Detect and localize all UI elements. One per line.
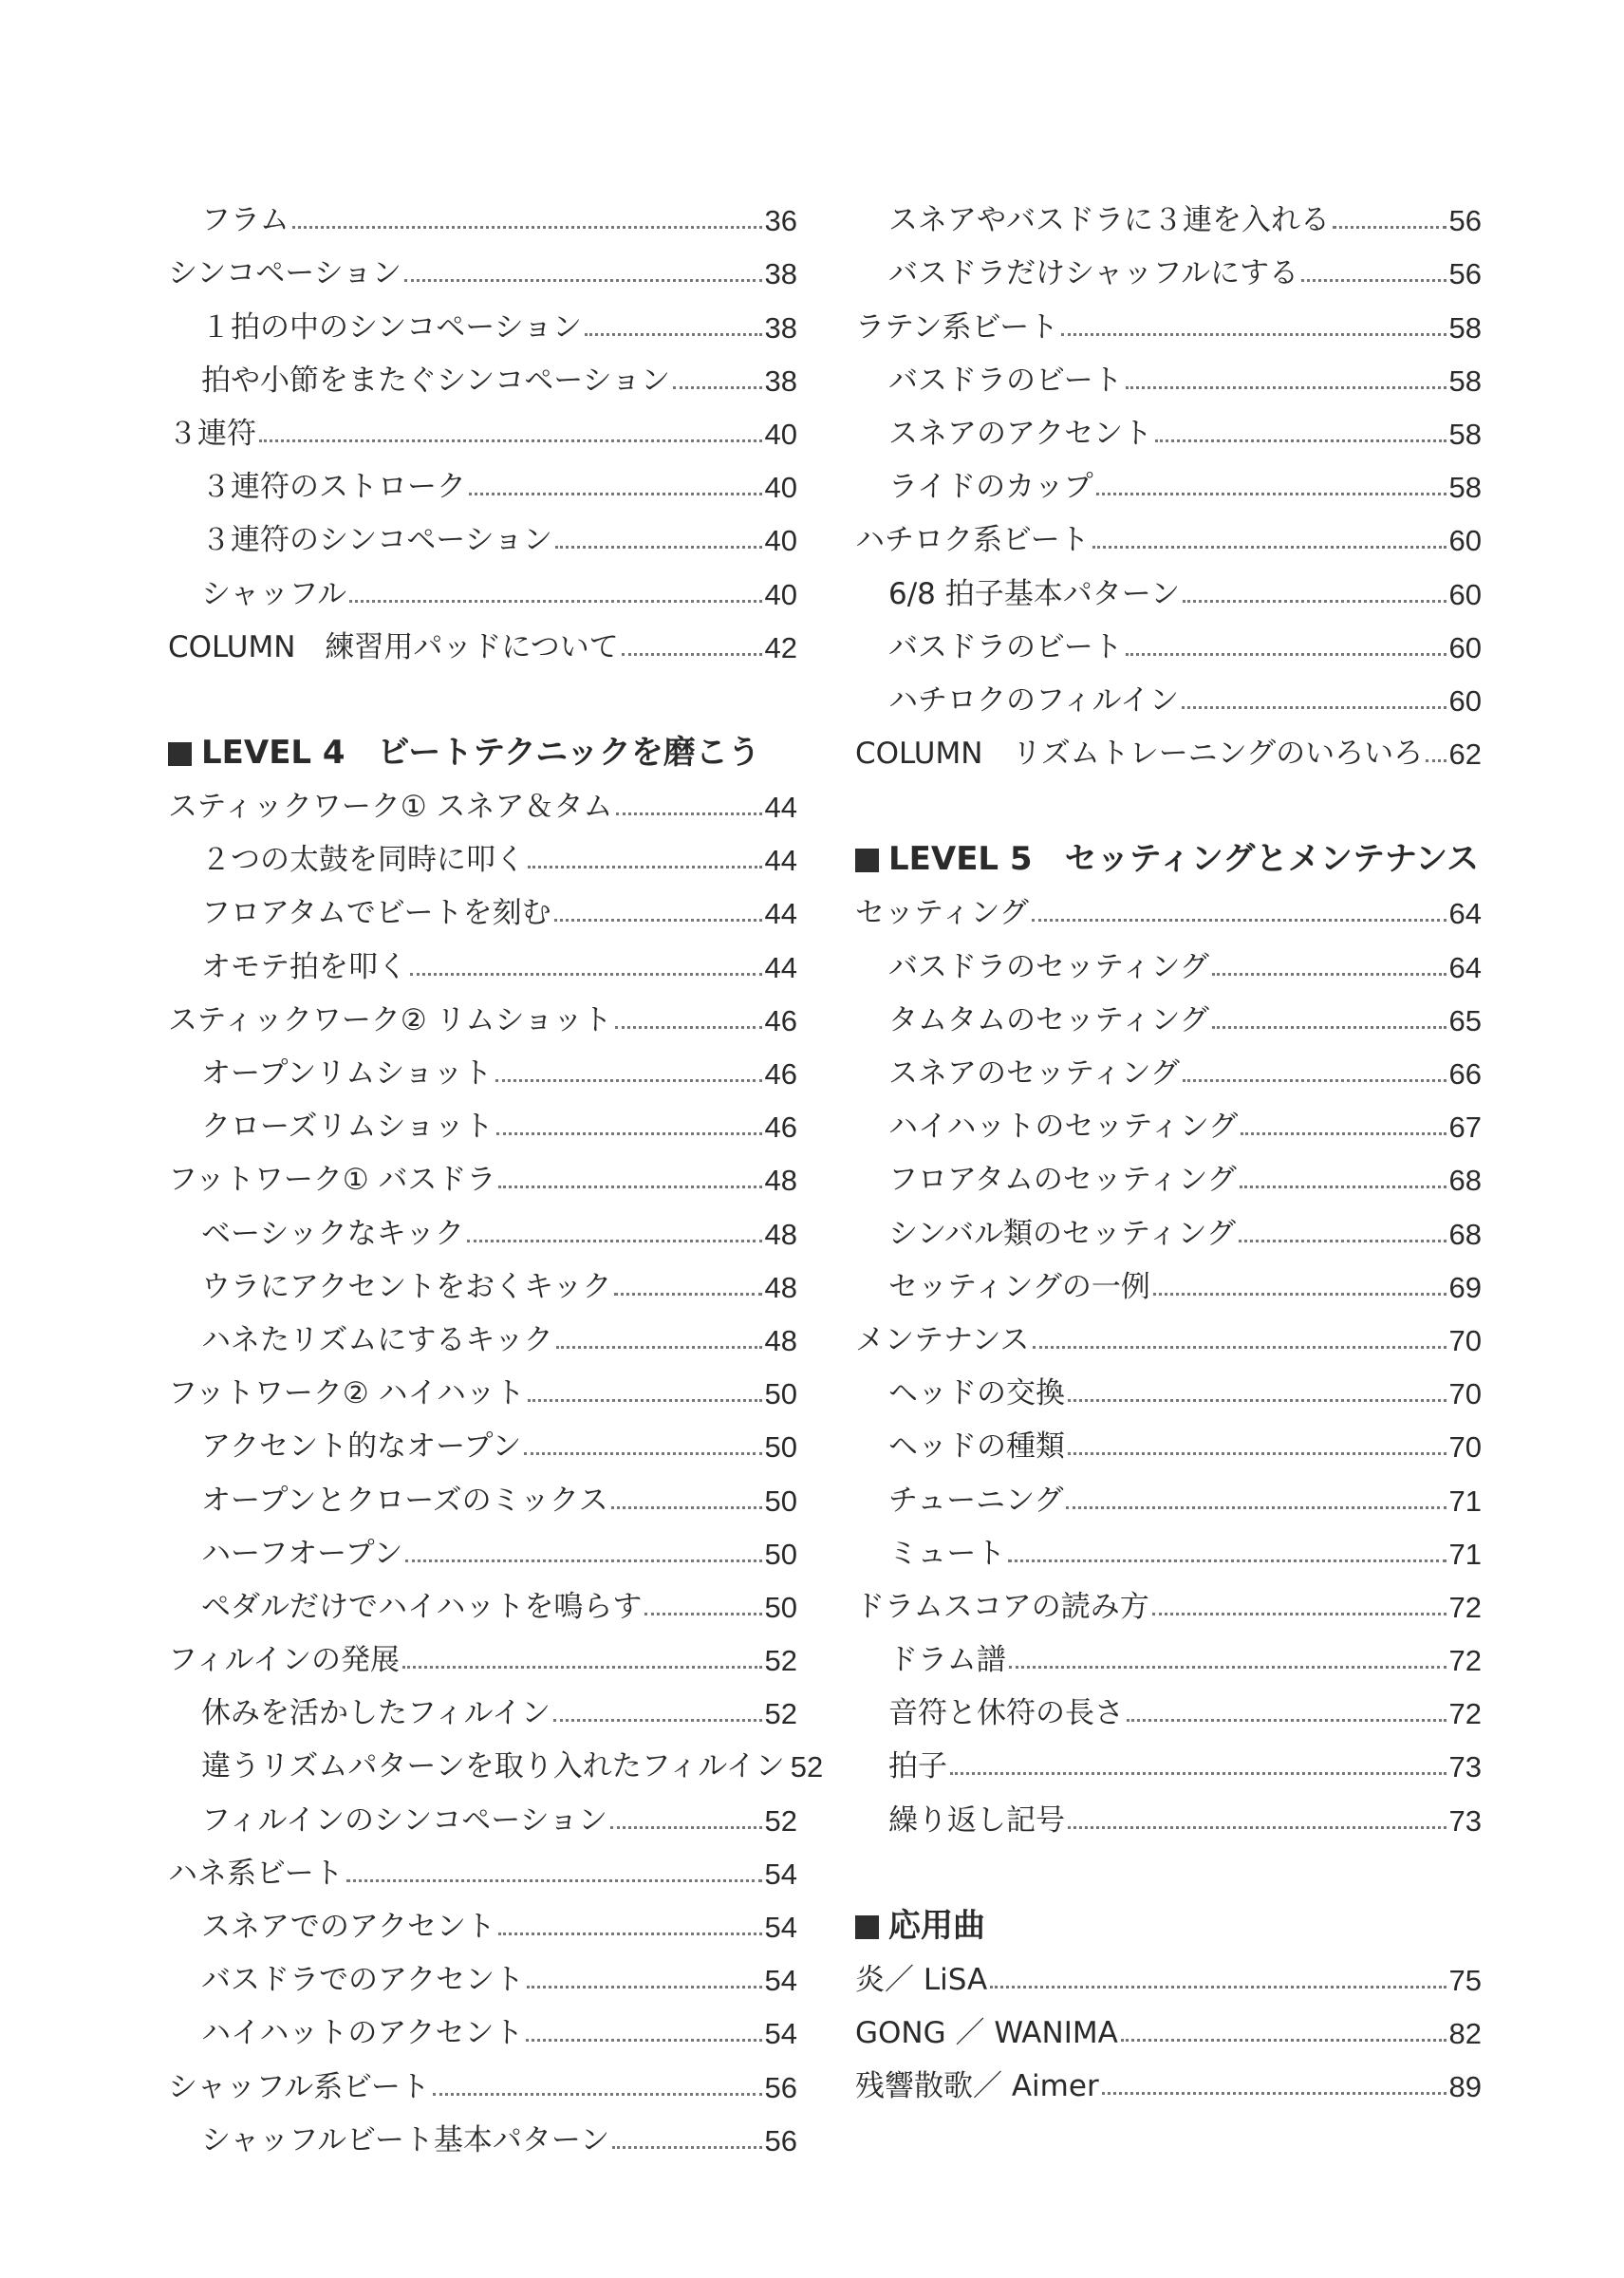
toc-entry-label: 休みを活かしたフィルイン: [201, 1696, 551, 1731]
toc-page-number: 48: [764, 1270, 797, 1304]
dot-leader: [1212, 973, 1447, 976]
toc-page-number: 36: [764, 204, 797, 238]
section-heading-label: LEVEL 5 セッティングとメンテナンス: [888, 840, 1480, 879]
toc-page-number: 38: [764, 310, 797, 345]
toc-page-number: 52: [764, 1644, 797, 1678]
toc-page-number: 40: [764, 471, 797, 505]
dot-leader: [555, 546, 762, 549]
dot-leader: [1333, 226, 1447, 229]
dot-leader: [644, 1613, 761, 1615]
toc-subentry[interactable]: [168, 343, 797, 396]
toc-page-number: 82: [1448, 2017, 1482, 2051]
toc-page-number: 50: [764, 1377, 797, 1411]
toc-entry-label: 6/8 拍子基本パターン: [888, 576, 1181, 611]
dot-leader: [610, 1826, 762, 1829]
toc-entry-label: オープンリムショット: [201, 1056, 493, 1091]
toc-entry-label: バスドラのビート: [888, 629, 1123, 664]
dot-leader: [1426, 759, 1446, 762]
toc-page-number: 71: [1448, 1484, 1482, 1518]
toc-entry-label: 違うリズムパターンを取り入れたフィルイン: [201, 1749, 785, 1784]
toc-page-number: 40: [764, 577, 797, 611]
section-heading-label: 応用曲: [888, 1906, 985, 1945]
toc-subentry[interactable]: [168, 1675, 797, 1731]
dot-leader: [1153, 1293, 1447, 1296]
dot-leader: [259, 439, 762, 442]
dot-leader: [1126, 386, 1447, 389]
toc-entry-label: １拍の中のシンコペーション: [201, 309, 582, 345]
toc-subentry[interactable]: [855, 1516, 1482, 1569]
toc-page-number: 46: [764, 1111, 797, 1145]
toc-page-number: 44: [764, 844, 797, 878]
toc-entry-label: セッティングの一例: [888, 1269, 1150, 1304]
toc-entry-label: ３連符のストローク: [201, 470, 466, 505]
toc-entry-label: ２つの太鼓を同時に叩く: [201, 843, 525, 878]
toc-entry-label: バスドラのセッティング: [888, 949, 1209, 984]
toc-subentry[interactable]: [855, 449, 1482, 505]
toc-page-number: 54: [764, 2017, 797, 2051]
toc-page-number: 54: [764, 1857, 797, 1891]
toc-page-number: 58: [1448, 310, 1482, 345]
toc-entry-label: シャッフル: [201, 576, 347, 611]
toc-page-number: 40: [764, 417, 797, 451]
dot-leader: [1183, 1079, 1447, 1082]
dot-leader: [1066, 1506, 1446, 1509]
dot-leader: [556, 1346, 762, 1349]
toc-entry-label: フィルインのシンコペーション: [201, 1802, 607, 1838]
toc-page-number: 54: [764, 1911, 797, 1944]
dot-leader: [1033, 1346, 1447, 1349]
toc-subentry[interactable]: [168, 1889, 797, 1942]
toc-subentry[interactable]: [168, 1036, 797, 1089]
toc-subentry[interactable]: [855, 1089, 1482, 1145]
toc-page-number: 46: [764, 1003, 797, 1037]
dot-leader: [527, 1986, 761, 1989]
toc-subentry[interactable]: [855, 1249, 1482, 1302]
toc-entry[interactable]: [855, 1302, 1482, 1355]
toc-subentry[interactable]: [168, 1195, 797, 1251]
toc-page-number: 52: [764, 1697, 797, 1731]
toc-page-number: 38: [764, 364, 797, 398]
toc-entry-label: メンテナンス: [855, 1322, 1030, 1357]
dot-leader: [496, 1132, 762, 1135]
toc-page-number: 52: [764, 1803, 797, 1838]
dot-leader: [1126, 653, 1447, 656]
dot-leader: [1102, 2092, 1447, 2095]
dot-leader: [1121, 2039, 1447, 2042]
toc-page-number: 64: [1448, 950, 1482, 984]
dot-leader: [349, 600, 761, 603]
dot-leader: [611, 1506, 762, 1509]
section-spacer: [855, 1836, 1482, 1889]
toc-subentry[interactable]: [855, 609, 1482, 663]
toc-page-number: 44: [764, 897, 797, 931]
toc-entry-label: バスドラのビート: [888, 363, 1123, 398]
toc-entry-label: ペダルだけでハイハットを鳴らす: [201, 1589, 643, 1624]
toc-entry-label: ハネ系ビート: [168, 1856, 344, 1891]
toc-subentry[interactable]: [855, 1675, 1482, 1731]
toc-subentry[interactable]: [855, 555, 1482, 611]
dot-leader: [1240, 1186, 1447, 1188]
toc-subentry[interactable]: [168, 1728, 824, 1784]
toc-entry[interactable]: [168, 609, 797, 663]
dot-leader: [1239, 1240, 1447, 1242]
toc-subentry[interactable]: [168, 502, 797, 558]
toc-page-number: 72: [1448, 1644, 1482, 1678]
dot-leader: [528, 866, 762, 868]
toc-entry-label: 炎／ LiSA: [855, 1963, 988, 1997]
dot-leader: [1009, 1666, 1447, 1669]
toc-entry-label: ライドのカップ: [888, 470, 1093, 505]
toc-subentry[interactable]: [168, 1462, 797, 1518]
dot-leader: [404, 279, 762, 282]
toc-subentry[interactable]: [855, 1355, 1482, 1409]
toc-entry-label: フィルインの発展: [168, 1643, 400, 1678]
toc-page-number: 71: [1448, 1537, 1482, 1571]
dot-leader: [615, 1026, 762, 1029]
toc-subentry[interactable]: [168, 182, 797, 238]
toc-entry-label: ヘッドの種類: [888, 1429, 1065, 1465]
toc-page-number: 38: [764, 257, 797, 291]
toc-page-number: 54: [764, 1964, 797, 1998]
toc-page-number: 46: [764, 1057, 797, 1091]
toc-entry-label: 残響散歌／ Aimer: [855, 2069, 1099, 2104]
toc-subentry[interactable]: [168, 1302, 797, 1355]
toc-page-number: 52: [790, 1750, 824, 1784]
toc-entry[interactable]: [855, 1569, 1482, 1622]
toc-page-number: 42: [764, 630, 797, 664]
dot-leader: [292, 226, 762, 229]
toc-entry-label: スティックワーク① スネア＆タム: [168, 790, 613, 825]
section-heading: [855, 1889, 1482, 1945]
toc-subentry[interactable]: [168, 1782, 797, 1838]
toc-subentry[interactable]: [168, 1249, 797, 1302]
toc-entry-label: クローズリムショット: [201, 1110, 494, 1145]
toc-entry-label: スネアでのアクセント: [201, 1910, 495, 1944]
toc-entry[interactable]: [168, 769, 797, 825]
toc-page-number: 64: [1448, 897, 1482, 931]
toc-entry-label: ハチロク系ビート: [855, 523, 1090, 558]
toc-page-number: 68: [1448, 1164, 1482, 1198]
toc-subentry[interactable]: [855, 663, 1482, 716]
dot-leader: [402, 1666, 762, 1669]
toc-entry-label: 繰り返し記号: [888, 1802, 1065, 1838]
toc-subentry[interactable]: [855, 182, 1482, 238]
dot-leader: [495, 1079, 762, 1082]
toc-subentry[interactable]: [855, 1622, 1482, 1678]
toc-entry[interactable]: [168, 1622, 797, 1678]
toc-page-number: 48: [764, 1164, 797, 1198]
toc-page-number: 56: [764, 2070, 797, 2104]
toc-page-number: 58: [1448, 364, 1482, 398]
dot-leader: [1182, 706, 1447, 709]
dot-leader: [1008, 1559, 1446, 1562]
toc-entry-label: ハネたリズムにするキック: [201, 1322, 553, 1357]
toc-page-number: 50: [764, 1430, 797, 1465]
toc-entry-label: COLUMN 練習用パッドについて: [168, 629, 619, 664]
square-bullet-icon: [855, 849, 879, 872]
dot-leader: [950, 1772, 1447, 1775]
toc-subentry[interactable]: [855, 1409, 1482, 1465]
dot-leader: [346, 1879, 762, 1882]
toc-page-number: 73: [1448, 1750, 1482, 1784]
toc-subentry[interactable]: [168, 1569, 797, 1622]
dot-leader: [433, 2093, 762, 2096]
toc-entry-label: シンバル類のセッティング: [888, 1216, 1236, 1251]
square-bullet-icon: [168, 742, 192, 766]
toc-subentry[interactable]: [168, 875, 797, 931]
section-heading-label: LEVEL 4 ビートテクニックを磨こう: [201, 733, 760, 772]
toc-page-number: 56: [1448, 204, 1482, 238]
dot-leader: [526, 2039, 761, 2042]
dot-leader: [1032, 919, 1447, 922]
dot-leader: [553, 1719, 762, 1722]
toc-entry-label: フラム: [201, 203, 289, 238]
dot-leader: [554, 919, 762, 922]
toc-entry-label: フットワーク② ハイハット: [168, 1376, 525, 1411]
toc-entry-label: ウラにアクセントをおくキック: [201, 1269, 612, 1304]
toc-entry[interactable]: [855, 502, 1482, 558]
toc-subentry[interactable]: [168, 1409, 797, 1465]
toc-entry-label: 拍や小節をまたぐシンコペーション: [201, 363, 670, 398]
toc-page-number: 62: [1448, 738, 1482, 772]
toc-page-number: 50: [764, 1537, 797, 1571]
toc-entry-label: チューニング: [888, 1483, 1064, 1518]
dot-leader: [1061, 333, 1446, 336]
section-spacer: [168, 663, 797, 716]
toc-page-number: 69: [1448, 1270, 1482, 1304]
toc-page-number: 48: [764, 1217, 797, 1251]
toc-page-number: 58: [1448, 471, 1482, 505]
toc-entry[interactable]: [168, 1836, 797, 1889]
toc-entry-label: スネアのアクセント: [888, 416, 1153, 451]
toc-page-number: 44: [764, 950, 797, 984]
toc-entry[interactable]: [855, 716, 1482, 772]
dot-leader: [1183, 600, 1446, 603]
toc-entry-label: ベーシックなキック: [201, 1216, 465, 1251]
toc-page-number: 56: [764, 2123, 797, 2157]
toc-page-number: 70: [1448, 1323, 1482, 1357]
toc-subentry[interactable]: [168, 1942, 797, 1998]
toc-entry-label: ハーフオープン: [201, 1536, 403, 1571]
dot-leader: [1068, 1826, 1447, 1829]
toc-entry-label: 拍子: [888, 1749, 947, 1784]
toc-subentry[interactable]: [168, 449, 797, 505]
toc-subentry[interactable]: [168, 1516, 797, 1569]
toc-entry-label: スティックワーク② リムショット: [168, 1002, 612, 1037]
toc-entry-label: フロアタムのセッティング: [888, 1163, 1237, 1198]
dot-leader: [405, 1559, 761, 1562]
toc-entry-label: COLUMN リズムトレーニングのいろいろ: [855, 737, 1424, 772]
toc-subentry[interactable]: [855, 982, 1482, 1036]
toc-page-number: 40: [764, 524, 797, 558]
toc-page-number: 60: [1448, 630, 1482, 664]
toc-entry-label: スネアやバスドラに３連を入れる: [888, 203, 1330, 238]
dot-leader: [528, 1399, 762, 1402]
dot-leader: [498, 1933, 762, 1935]
toc-entry[interactable]: [855, 289, 1482, 345]
toc-entry[interactable]: [855, 1942, 1482, 1995]
toc-page-number: 72: [1448, 1590, 1482, 1624]
toc-entry[interactable]: [168, 2048, 797, 2104]
toc-page-number: 50: [764, 1484, 797, 1518]
toc-entry-label: バスドラでのアクセント: [201, 1963, 525, 1998]
toc-entry[interactable]: [855, 2048, 1482, 2104]
toc-entry-label: スネアのセッティング: [888, 1056, 1180, 1091]
toc-entry[interactable]: [168, 396, 797, 449]
dot-leader: [1096, 493, 1447, 495]
section-heading: [855, 822, 1482, 879]
toc-entry-label: オープンとクローズのミックス: [201, 1483, 608, 1518]
toc-entry-label: ヘッドの交換: [888, 1376, 1065, 1411]
toc-entry-label: シャッフル系ビート: [168, 2069, 430, 2104]
toc-subentry[interactable]: [168, 1995, 797, 2051]
toc-entry-label: ３連符: [168, 416, 256, 451]
dot-leader: [1241, 1132, 1446, 1135]
toc-left-column: [168, 182, 824, 2157]
toc-page-number: 67: [1448, 1111, 1482, 1145]
toc-entry-label: ドラムスコアの読み方: [855, 1589, 1149, 1624]
toc-subentry[interactable]: [855, 1195, 1482, 1251]
dot-leader: [498, 1186, 761, 1188]
dot-leader: [1127, 1719, 1447, 1722]
toc-page-number: 73: [1448, 1803, 1482, 1838]
toc-page-number: 60: [1448, 524, 1482, 558]
toc-page-number: 89: [1448, 2070, 1482, 2104]
toc-entry[interactable]: [855, 875, 1482, 931]
dot-leader: [1301, 279, 1446, 282]
dot-leader: [1068, 1399, 1447, 1402]
dot-leader: [990, 1986, 1446, 1989]
toc-page-number: 66: [1448, 1057, 1482, 1091]
toc-entry-label: シャッフルビート基本パターン: [201, 2122, 610, 2157]
toc-page-number: 65: [1448, 1003, 1482, 1037]
toc-subentry[interactable]: [855, 1782, 1482, 1838]
dot-leader: [616, 812, 762, 815]
square-bullet-icon: [855, 1915, 879, 1939]
toc-page-number: 70: [1448, 1430, 1482, 1465]
toc-entry[interactable]: [168, 235, 797, 289]
toc-page-number: 60: [1448, 683, 1482, 718]
toc-page-number: 60: [1448, 577, 1482, 611]
dot-leader: [1092, 546, 1447, 549]
toc-subentry[interactable]: [855, 1728, 1482, 1782]
toc-subentry[interactable]: [168, 555, 797, 611]
toc-entry-label: フットワーク① バスドラ: [168, 1163, 496, 1198]
toc-entry-label: オモテ拍を叩く: [201, 949, 407, 984]
dot-leader: [410, 973, 762, 976]
dot-leader: [1155, 439, 1446, 442]
dot-leader: [612, 2146, 761, 2149]
toc-entry-label: ラテン系ビート: [855, 309, 1059, 345]
dot-leader: [1152, 1613, 1447, 1615]
toc-subentry[interactable]: [855, 396, 1482, 449]
toc-subentry[interactable]: [855, 343, 1482, 396]
toc-right-column: [855, 182, 1482, 2104]
toc-entry-label: バスドラだけシャッフルにする: [888, 256, 1299, 291]
toc-subentry[interactable]: [168, 1089, 797, 1145]
toc-entry-label: 音符と休符の長さ: [888, 1696, 1124, 1731]
toc-page-number: 50: [764, 1590, 797, 1624]
toc-entry-label: ドラム譜: [888, 1643, 1006, 1678]
toc-entry-label: ハイハットのアクセント: [201, 2016, 524, 2051]
toc-entry-label: シンコペーション: [168, 256, 401, 291]
toc-entry[interactable]: [168, 1142, 797, 1198]
toc-entry[interactable]: [855, 1995, 1482, 2051]
toc-entry-label: ミュート: [888, 1536, 1006, 1571]
toc-entry[interactable]: [168, 982, 797, 1036]
toc-subentry[interactable]: [855, 928, 1482, 984]
toc-entry-label: ハチロクのフィルイン: [888, 682, 1179, 718]
section-spacer: [855, 769, 1482, 822]
toc-subentry[interactable]: [168, 928, 797, 984]
toc-entry-label: ハイハットのセッティング: [888, 1110, 1239, 1145]
toc-page-number: 48: [764, 1323, 797, 1357]
toc-entry-label: GONG ／ WANIMA: [855, 2016, 1118, 2051]
toc-page-number: 72: [1448, 1697, 1482, 1731]
toc-entry-label: フロアタムでビートを刻む: [201, 896, 551, 931]
dot-leader: [1068, 1452, 1447, 1455]
toc-entry-label: タムタムのセッティング: [888, 1002, 1209, 1037]
toc-entry-label: ３連符のシンコペーション: [201, 523, 552, 558]
toc-entry-label: アクセント的なオープン: [201, 1429, 522, 1465]
dot-leader: [469, 493, 762, 495]
dot-leader: [585, 333, 762, 336]
dot-leader: [1212, 1026, 1447, 1029]
toc-subentry[interactable]: [168, 289, 797, 345]
dot-leader: [524, 1452, 761, 1455]
toc-entry-label: セッティング: [855, 896, 1029, 931]
dot-leader: [673, 386, 762, 389]
dot-leader: [614, 1293, 761, 1296]
toc-page-number: 75: [1448, 1964, 1482, 1997]
dot-leader: [467, 1240, 761, 1242]
toc-subentry[interactable]: [168, 822, 797, 878]
section-heading: [168, 716, 797, 772]
toc-page-number: 56: [1448, 257, 1482, 291]
toc-page-number: 68: [1448, 1217, 1482, 1251]
toc-subentry[interactable]: [855, 1142, 1482, 1198]
toc-subentry[interactable]: [855, 235, 1482, 289]
toc-page-number: 44: [764, 791, 797, 825]
toc-page-number: 70: [1448, 1377, 1482, 1411]
toc-subentry[interactable]: [855, 1462, 1482, 1518]
toc-subentry[interactable]: [855, 1036, 1482, 1089]
toc-entry[interactable]: [168, 1355, 797, 1409]
toc-page-number: 58: [1448, 417, 1482, 451]
toc-subentry[interactable]: [168, 2102, 797, 2156]
dot-leader: [622, 653, 762, 656]
